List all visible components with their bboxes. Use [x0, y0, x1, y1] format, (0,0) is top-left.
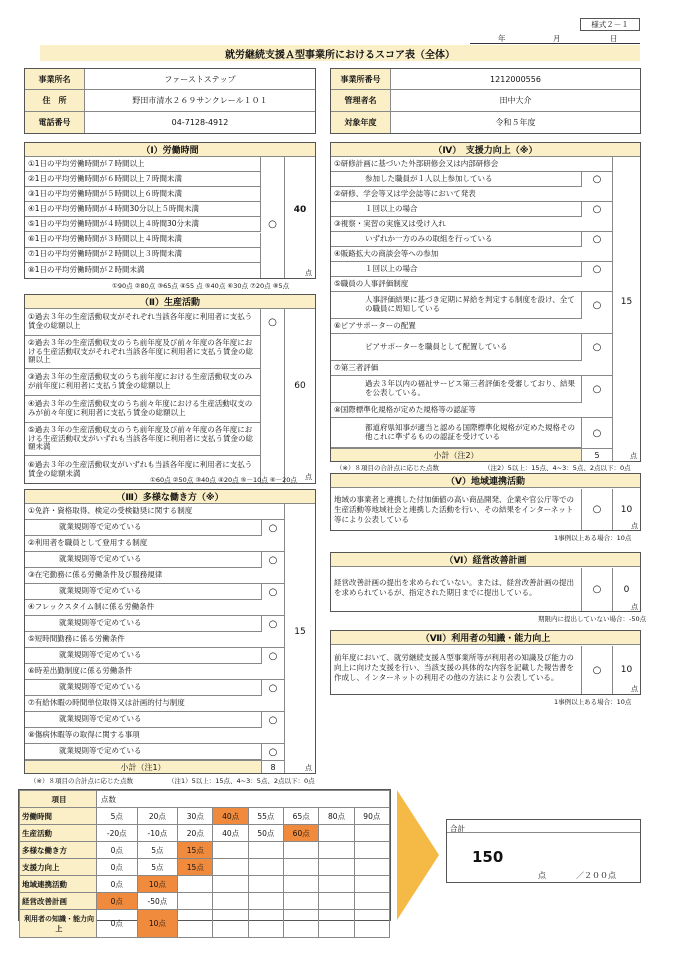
total-value: 150 [472, 848, 504, 866]
s4-sub-text: １回以上の場合 [365, 263, 418, 273]
s3-check: ○ [261, 744, 284, 760]
s4-item [331, 361, 612, 376]
s4-item-text: ②研修、学会等又は学会誌等において発表 [334, 188, 476, 198]
score-table-cell [354, 910, 389, 938]
s4-sub [331, 262, 581, 277]
s4-unit: 点 [630, 452, 637, 460]
s6-mark: ○ [581, 568, 612, 611]
score-table-cell [248, 859, 283, 876]
s3-sub [25, 520, 261, 536]
score-table-cell: 60点 [284, 825, 319, 842]
s3-item [25, 504, 284, 520]
s2-row-text: ⑥過去３年の生産活動収支がいずれも当該各年度に利用者に支払う賃金の総額未満 [28, 459, 253, 478]
score-table-cell: 10点 [137, 910, 178, 938]
s7-note: 1事例以上ある場合：10点 [554, 698, 632, 706]
s4-check: ○ [581, 292, 612, 319]
s4-note1: （※）８項目の合計点に応じた点数 [336, 464, 439, 472]
score-table-cell: 40点 [213, 825, 248, 842]
s3-sub [25, 616, 261, 632]
score-table-cell [319, 859, 354, 876]
score-table-cell [354, 825, 389, 842]
year-label: 対象年度 [331, 112, 391, 133]
total-label: 合計 [450, 824, 465, 833]
score-table-cell [248, 876, 283, 893]
score-table-cell [178, 893, 213, 910]
s2-check [260, 336, 284, 369]
s4-item-text: ④販路拡大の商談会等への参加 [334, 248, 439, 258]
score-table-cell: 0点 [97, 893, 138, 910]
s3-sub-text: 就業規則等で定めている [59, 522, 142, 532]
s2-check [260, 369, 284, 396]
s6-title: （Ⅵ）経営改善計画 [331, 553, 640, 567]
s3-item [25, 600, 284, 616]
s5-unit: 点 [631, 522, 638, 530]
arrow-icon [397, 790, 439, 920]
s3-note2: （注1）5以上：15点、4~3：5点、2点以下：0点 [168, 777, 315, 785]
s3-check: ○ [261, 712, 284, 728]
score-table-cell [248, 893, 283, 910]
s3-sub-text: 就業規則等で定めている [59, 682, 142, 692]
score-table-cell: 55点 [248, 808, 283, 825]
s7-text: 前年度において、就労継続支援Ａ型事業所等が利用者の知識及び能力の向上に向けた支援を行い、当該支援の具体的な内容を記載した報告書を作成し、インターネットの利用その他の方法により公表している。 [334, 653, 574, 682]
score-table-row [20, 859, 390, 876]
s4-item [331, 247, 612, 262]
s4-check: ○ [581, 418, 612, 448]
s3-item [25, 728, 284, 744]
s3-item [25, 664, 284, 680]
s1-row-text: ④1日の平均労働時間が４時間30分以上５時間未満 [28, 204, 200, 214]
score-table-cell [354, 859, 389, 876]
s1-row-text: ⑦1日の平均労働時間が２時間以上３時間未満 [28, 249, 182, 259]
s3-sub-text: 就業規則等で定めている [59, 746, 142, 756]
s4-check: ○ [581, 262, 612, 277]
s2-title: （Ⅱ）生産活動 [25, 295, 315, 309]
s4-sub-text: いずれか一方のみの取組を行っている [365, 233, 493, 243]
manager-label: 管理者名 [331, 90, 391, 112]
s3-subtotal: 8 [261, 760, 284, 773]
score-table-cell: 40点 [213, 808, 248, 825]
s5-text: 地域の事業者と連携した付加価値の高い商品開発、企業や官公庁等での生産活動等地域社会と連携した活動を行い、その結果をインターネット等により公表している [334, 495, 574, 524]
total-unit: 点 [538, 871, 546, 880]
s1-check [260, 248, 284, 263]
s3-sub [25, 712, 261, 728]
s3-item-text: ⑥時差出勤制度に係る労働条件 [28, 666, 133, 676]
total-max: ／２００点 [576, 871, 616, 880]
s3-sub-text: 就業規則等で定めている [59, 650, 142, 660]
score-table-row [20, 825, 390, 842]
score-table-cell [213, 910, 248, 938]
score-table-cell [319, 876, 354, 893]
s1-row-text: ⑧1日の平均労働時間が２時間未満 [28, 264, 145, 274]
num-value: 1212000556 [391, 69, 640, 90]
score-table-cell [248, 842, 283, 859]
score-table-cell [178, 876, 213, 893]
score-table-cell [213, 859, 248, 876]
score-table-cell: 0点 [97, 876, 138, 893]
s4-sub-text: 過去３年以内の福祉サービス第三者評価を受審しており、結果を公表している。 [365, 379, 575, 397]
s3-sub-text: 就業規則等で定めている [59, 586, 142, 596]
s3-check: ○ [261, 552, 284, 568]
score-table-cell: 0点 [97, 842, 138, 859]
s4-item-text: ⑤職員の人事評価制度 [334, 278, 409, 288]
s3-sub [25, 648, 261, 664]
s4-check: ○ [581, 202, 612, 217]
s4-subtotal: 5 [581, 448, 612, 461]
s4-sub-text: １回以上の場合 [365, 203, 418, 213]
s1-row-text: ①1日の平均労働時間が７時間以上 [28, 158, 145, 168]
s2-row [25, 336, 260, 369]
s3-check: ○ [261, 648, 284, 664]
score-table-header-item: 項目 [20, 791, 97, 808]
score-table-cell [284, 893, 319, 910]
s3-item-text: ⑦有給休暇の時間単位取得又は計画的付与制度 [28, 698, 185, 708]
s3-item-text: ⑤短時間勤務に係る労働条件 [28, 634, 125, 644]
score-table-cell [319, 842, 354, 859]
score-table-cell: -50点 [137, 893, 178, 910]
score-table-cell: 5点 [137, 842, 178, 859]
s2-divider [284, 309, 285, 483]
s1-row [25, 157, 260, 172]
score-table-cell: 20点 [137, 808, 178, 825]
s1-check [260, 157, 284, 172]
s1-row [25, 217, 260, 232]
score-table-label: 生産活動 [20, 825, 97, 842]
s4-item [331, 187, 612, 202]
s7-unit: 点 [631, 685, 638, 693]
score-table-cell [354, 893, 389, 910]
date-day: 日 [610, 34, 618, 43]
score-table-label: 多様な働き方 [20, 842, 97, 859]
s3-check: ○ [261, 584, 284, 600]
s4-sub-text: 参加した職員が１人以上参加している [365, 173, 493, 183]
s4-item [331, 277, 612, 292]
s2-row-text: ②過去３年の生産活動収支のうち前年度及び前々年度の各年度における生産活動収支がそれぞれ当該各年度に利用者に支払う賃金の総額以上 [28, 338, 253, 365]
score-table-header-points: 点数 [97, 791, 390, 808]
s4-score: 15 [620, 297, 633, 307]
s2-note: ①60点 ②50点 ③40点 ④20点 ⑤－10点 ⑥－20点 [150, 476, 297, 484]
s7-title: （Ⅶ）利用者の知識・能力向上 [331, 631, 640, 645]
s3-sub [25, 680, 261, 696]
address-label: 住 所 [25, 90, 85, 112]
s3-subtotal-label: 小計（注1） [25, 760, 261, 773]
score-table-cell: 20点 [178, 825, 213, 842]
s3-item [25, 568, 284, 584]
s4-sub-text: 都道府県知事が適当と認める国際標準化規格が定めた規格その他これに準ずるものの認証を受けている [365, 422, 575, 441]
s4-check: ○ [581, 334, 612, 361]
s2-row [25, 396, 260, 423]
score-table-label: 地域連携活動 [20, 876, 97, 893]
score-table-cell: 0点 [97, 859, 138, 876]
form-number: 様式２－１ [580, 18, 640, 31]
s4-sub [331, 292, 581, 319]
score-table-cell [354, 842, 389, 859]
s2-row-text: ⑤過去３年の生産活動収支のうち前年度及び前々年度の各年度における生産活動収支がいずれも当該各年度に利用者に支払う賃金の総額未満 [28, 425, 253, 452]
score-table-cell [213, 876, 248, 893]
score-table-row [20, 910, 390, 938]
s4-item-text: ⑦第三者評価 [334, 362, 379, 372]
s2-check: ○ [260, 309, 284, 336]
s3-check: ○ [261, 616, 284, 632]
score-table-cell [178, 910, 213, 938]
s4-item [331, 217, 612, 232]
s2-row-text: ③過去３年の生産活動収支のうち前年度における生産活動収支のみが前年度に利用者に支払う賃金の総額以上 [28, 372, 253, 390]
s4-sub [331, 334, 581, 361]
score-table-cell: 5点 [137, 859, 178, 876]
s7-mark: ○ [581, 646, 612, 694]
s4-item [331, 319, 612, 334]
s3-check: ○ [261, 520, 284, 536]
s1-check [260, 202, 284, 217]
s1-row [25, 172, 260, 187]
s4-title: （Ⅳ） 支援力向上（※） [331, 143, 640, 157]
s4-sub [331, 376, 581, 403]
s1-row [25, 187, 260, 202]
s6-unit: 点 [631, 603, 638, 611]
s3-sub-text: 就業規則等で定めている [59, 618, 142, 628]
score-table-cell: 5点 [97, 808, 138, 825]
name-value: ファーストステップ [85, 69, 315, 90]
s1-row-text: ②1日の平均労働時間が６時間以上７時間未満 [28, 173, 182, 183]
s4-check: ○ [581, 232, 612, 247]
s4-item-text: ⑧国際標準化規格が定めた規格等の認証等 [334, 404, 476, 414]
score-table-cell: 65点 [284, 808, 319, 825]
s3-sub-text: 就業規則等で定めている [59, 554, 142, 564]
score-table-label: 経営改善計画 [20, 893, 97, 910]
s3-check: ○ [261, 680, 284, 696]
s7-score: 10 [612, 646, 640, 694]
s4-subtotal-label: 小計（注2） [331, 448, 581, 461]
score-table-row [20, 876, 390, 893]
score-table-cell [284, 910, 319, 938]
s1-row-text: ⑤1日の平均労働時間が４時間以上４時間30分未満 [28, 219, 200, 229]
score-table-cell [213, 893, 248, 910]
s1-row [25, 248, 260, 263]
s1-row-text: ⑥1日の平均労働時間が３時間以上４時間未満 [28, 234, 182, 244]
s3-item-text: ④フレックスタイム制に係る労働条件 [28, 602, 155, 612]
date-year: 年 [498, 34, 506, 43]
s2-row [25, 309, 260, 336]
score-table-cell: 15点 [178, 859, 213, 876]
s3-item [25, 632, 284, 648]
s5-score: 10 [612, 489, 640, 530]
manager-value: 田中大介 [391, 90, 640, 112]
s5-mark: ○ [581, 489, 612, 530]
s4-check: ○ [581, 172, 612, 187]
s6-note: 期限内に提出していない場合：-50点 [538, 615, 647, 623]
s3-item [25, 536, 284, 552]
s3-item-text: ⑧傷病休暇等の取得に関する事項 [28, 730, 140, 740]
score-table [19, 790, 390, 938]
s3-title: （Ⅲ）多様な働き方（※） [25, 490, 315, 504]
s4-note2: （注2）5以上：15点、4~3：5点、2点以下：0点 [484, 464, 631, 472]
s4-item-text: ⑥ピアサポーターの配置 [334, 320, 416, 330]
s4-check: ○ [581, 376, 612, 403]
date-month: 月 [553, 34, 561, 43]
score-table-cell: 50点 [248, 825, 283, 842]
name-label: 事業所名 [25, 69, 85, 90]
score-table-cell: -20点 [97, 825, 138, 842]
s2-row [25, 423, 260, 456]
s3-score: 15 [294, 627, 306, 637]
score-table-cell: 80点 [319, 808, 354, 825]
s6-text: 経営改善計画の提出を求められていない。または、経営改善計画の提出を求められているが、指定された期日までに提出している。 [334, 578, 574, 597]
page-title: 就労継続支援Ａ型事業所におけるスコア表（全体） [40, 45, 640, 61]
score-table-cell [284, 842, 319, 859]
score-table-row [20, 893, 390, 910]
score-table-cell [284, 876, 319, 893]
s3-item [25, 696, 284, 712]
score-table-cell [213, 842, 248, 859]
score-table-cell [354, 876, 389, 893]
address-value: 野田市清水２６９サンクレール１０１ [85, 90, 315, 112]
s2-score: 60 [294, 381, 306, 391]
s4-sub [331, 418, 581, 448]
score-table-label: 労働時間 [20, 808, 97, 825]
score-table-cell: 10点 [137, 876, 178, 893]
s4-item-text: ③視察・実習の実施又は受け入れ [334, 218, 446, 228]
s1-title: （Ⅰ）労働時間 [25, 143, 315, 157]
s2-unit: 点 [305, 473, 312, 481]
score-table-cell: 90点 [354, 808, 389, 825]
score-table-cell: 0点 [97, 910, 138, 938]
score-table-row [20, 808, 390, 825]
s3-note1: （※）８項目の合計点に応じた点数 [30, 777, 133, 785]
s3-sub [25, 744, 261, 760]
s1-row-text: ③1日の平均労働時間が５時間以上６時間未満 [28, 188, 182, 198]
s5-title: （Ⅴ）地域連携活動 [331, 474, 640, 488]
s5-note: 1事例以上ある場合：10点 [554, 534, 632, 542]
s4-item [331, 157, 612, 172]
num-label: 事業所番号 [331, 69, 391, 90]
s4-sub [331, 232, 581, 247]
s3-sub-text: 就業規則等で定めている [59, 714, 142, 724]
s2-row-text: ④過去３年の生産活動収支のうち前々年度における生産活動収支のみが前々年度に利用者に支払う賃金の総額以上 [28, 399, 253, 417]
s1-row [25, 202, 260, 217]
s3-unit: 点 [305, 764, 312, 772]
score-table-label: 利用者の知識・能力向上 [20, 910, 97, 938]
s1-score: 40 [293, 205, 307, 215]
score-table-cell: -10点 [137, 825, 178, 842]
score-table-cell [319, 910, 354, 938]
s1-check [260, 187, 284, 202]
s4-item [331, 403, 612, 418]
score-table-cell: 15点 [178, 842, 213, 859]
score-table-cell [319, 893, 354, 910]
score-table-cell [284, 859, 319, 876]
s3-item-text: ①免許・資格取得、検定の受検勧奨に関する制度 [28, 506, 193, 516]
s3-item-text: ③在宅勤務に係る労働条件及び服務規律 [28, 570, 163, 580]
s2-check [260, 423, 284, 456]
s2-row [25, 369, 260, 396]
s3-sub [25, 584, 261, 600]
s1-unit: 点 [305, 269, 312, 277]
s1-note: ①90点 ②80点 ③65点 ④55 点 ⑤40点 ⑥30点 ⑦20点 ⑧5点 [112, 282, 290, 290]
s1-row [25, 263, 260, 278]
s4-item-text: ①研修計画に基づいた外部研修会又は内部研修会 [334, 158, 499, 168]
s1-check [260, 172, 284, 187]
s1-check [260, 263, 284, 278]
s6-score: 0 [612, 568, 640, 611]
s1-check: ○ [260, 217, 284, 232]
s3-sub [25, 552, 261, 568]
s4-sub [331, 172, 581, 187]
s2-check [260, 396, 284, 423]
s1-row [25, 233, 260, 248]
s4-sub-text: ピアサポーターを職員として配置している [365, 341, 508, 351]
total-divider [447, 832, 640, 833]
tel-value: 04-7128-4912 [171, 118, 229, 127]
s3-item-text: ②利用者を職員として登用する制度 [28, 538, 148, 548]
s1-check [260, 233, 284, 248]
score-table-cell: 30点 [178, 808, 213, 825]
score-table-label: 支援力向上 [20, 859, 97, 876]
score-table-row [20, 842, 390, 859]
score-table-cell [319, 825, 354, 842]
tel-label: 電話番号 [25, 112, 85, 133]
year-value: 令和５年度 [495, 118, 536, 127]
score-table-cell [248, 910, 283, 938]
s4-sub-text: 人事評価結果に基づき定期に昇給を判定する制度を設け、全ての職員に周知している [365, 295, 575, 313]
date-underline [470, 43, 640, 44]
s4-sub [331, 202, 581, 217]
s2-row-text: ①過去３年の生産活動収支がそれぞれ当該各年度に利用者に支払う賃金の総額以上 [28, 312, 253, 330]
